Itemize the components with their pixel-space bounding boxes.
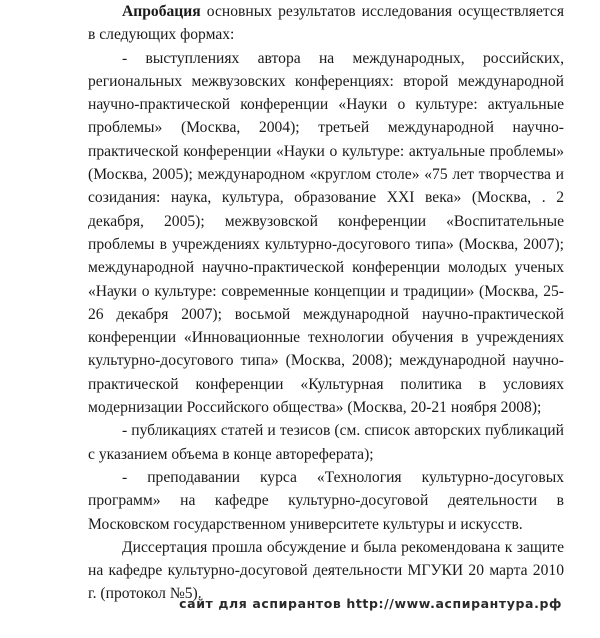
paragraph-publications: - публикациях статей и тезисов (см. список авторских публикаций с указанием объема в конце автореферата); (88, 422, 564, 463)
approbation-intro-text: основных результатов исследования осуществляется в следующих формах: (88, 3, 564, 44)
paragraph-approbation-intro (88, 0, 564, 47)
document-body (88, 0, 564, 606)
approbation-heading: Апробация (122, 3, 201, 20)
paragraph-conferences: - выступлениях автора на международных, российских, региональных межвузовских конференциях: второй международной научно-практической конференции «Науки о культуре: актуальные проблемы» (Москва, 2004); третьей международной научно-практической конференции «Науки о культуре: актуальные проблемы» (Москва, 2005); международном «круглом столе» «75 лет творчества и созидания: наука, культура, образование XXI века» (Москва, . 2 декабря, 2005); межвузовской конференции «Воспитательные проблемы в учреждениях культурно-досугового типа» (Москва, 2007); международной научно-практической конференции молодых ученых «Науки о культуре: современные концепции и традиции» (Москва, 25-26 декабря 2007); восьмой международной научно-практической конференции «Инновационные технологии обучения в учреждениях культурно-досугового типа» (Москва, 2008); международной научно-практической конференции «Культурная политика в условиях модернизации Российского общества» (Москва, 20-21 ноября 2008); (88, 49, 564, 417)
site-watermark: сайт для аспирантов http://www.аспирантура.рф (179, 596, 562, 611)
paragraph-teaching: - преподавании курса «Технология культурно-досуговых программ» на кафедре культурно-досуговой деятельности в Московском государственном университете культуры и искусств. (88, 468, 564, 533)
paragraph-dissertation-discussion: Диссертация прошла обсуждение и была рекомендована к защите на кафедре культурно-досуговой деятельности МГУКИ 20 марта 2010 г. (протокол №5). (88, 538, 564, 603)
